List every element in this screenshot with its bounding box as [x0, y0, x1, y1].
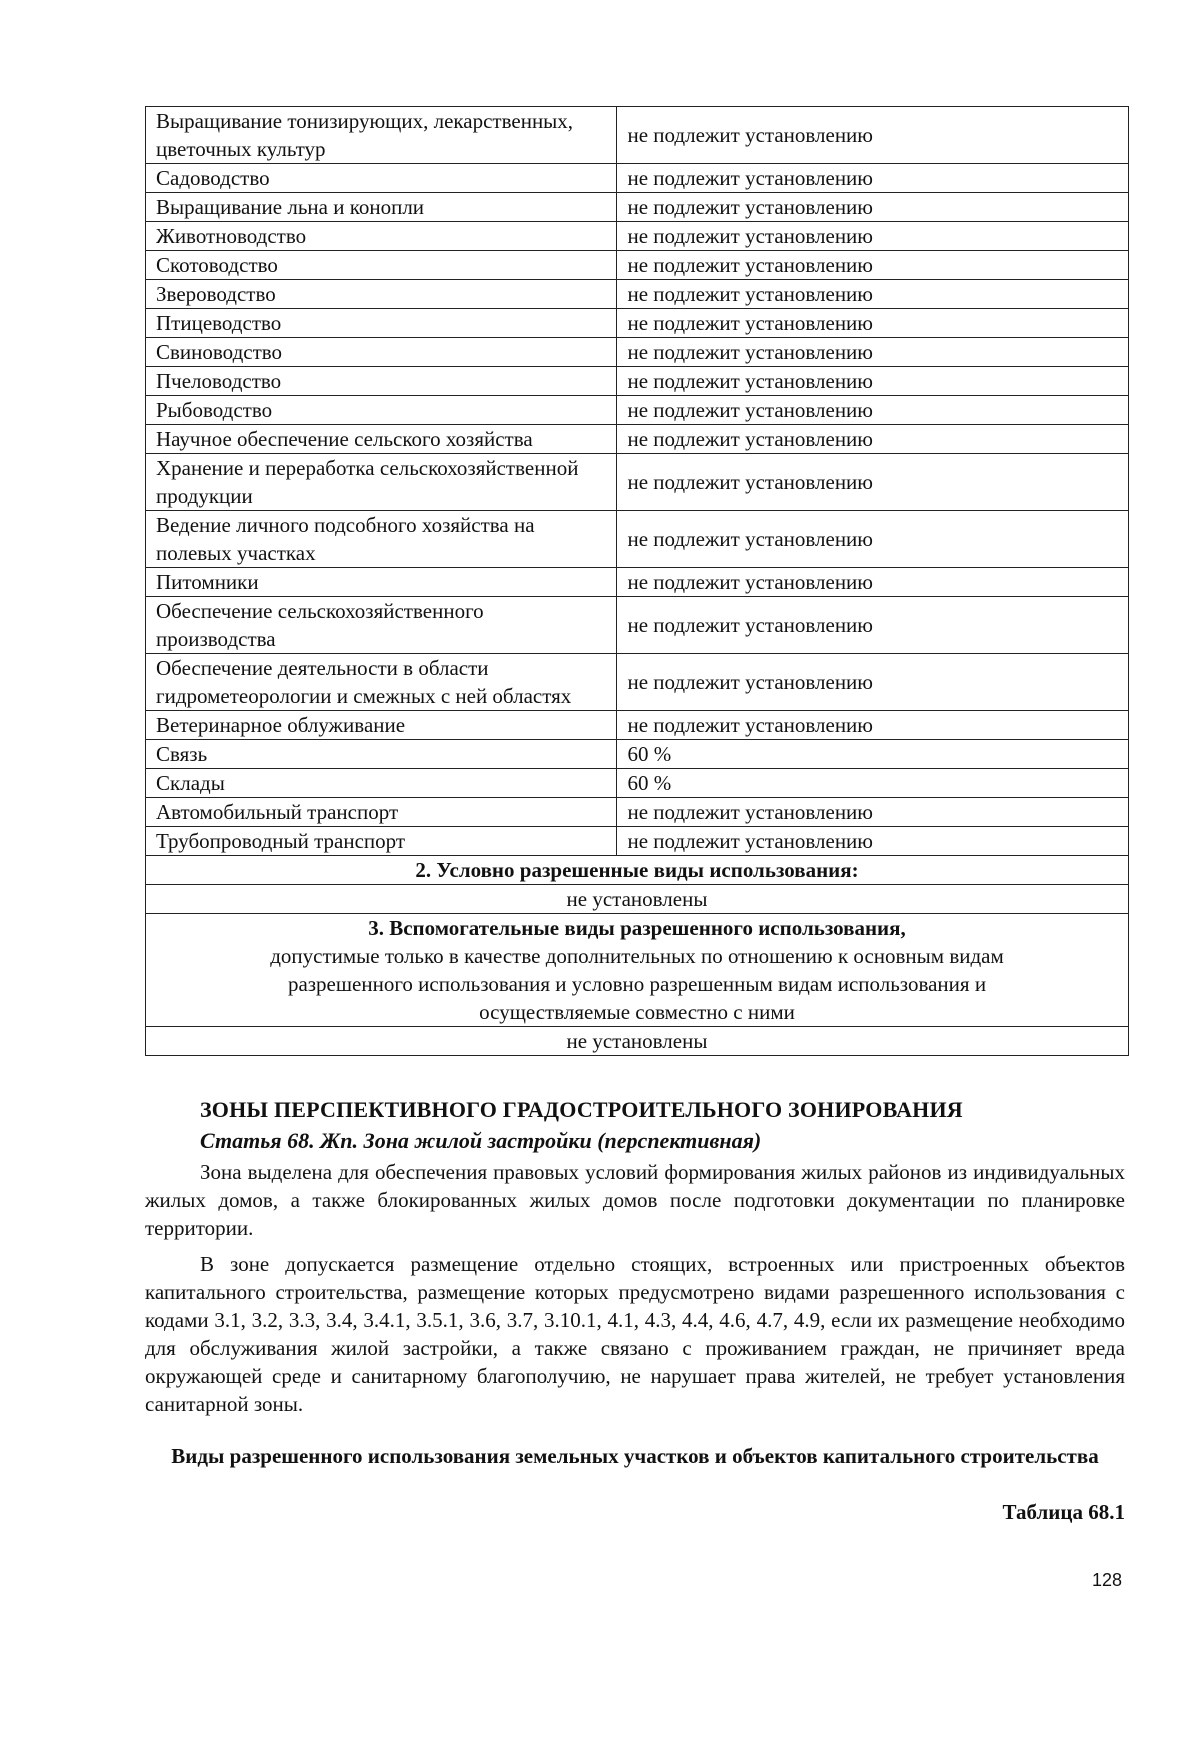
use-type-cell: Выращивание льна и конопли: [146, 193, 617, 222]
value-cell: не подлежит установлению: [617, 164, 1129, 193]
table-row: [146, 251, 1129, 280]
table-row: [146, 367, 1129, 396]
value-cell: не подлежит установлению: [617, 367, 1129, 396]
table-row: [146, 798, 1129, 827]
use-type-cell: Садоводство: [146, 164, 617, 193]
value-cell: не подлежит установлению: [617, 338, 1129, 367]
section3-title: 3. Вспомогательные виды разрешенного использования,: [368, 916, 906, 940]
table-row: [146, 568, 1129, 597]
table-row: [146, 309, 1129, 338]
use-type-cell: Связь: [146, 740, 617, 769]
value-cell: не подлежит установлению: [617, 798, 1129, 827]
value-cell: не подлежит установлению: [617, 597, 1129, 654]
value-cell: не подлежит установлению: [617, 396, 1129, 425]
value-cell: не подлежит установлению: [617, 193, 1129, 222]
section3-cell: [146, 914, 1129, 1027]
table-row-section3-value: [146, 1027, 1129, 1056]
table-row: [146, 711, 1129, 740]
table-row-section2-title: [146, 856, 1129, 885]
use-type-cell: Птицеводство: [146, 309, 617, 338]
article-title: Статья 68. Жп. Зона жилой застройки (перспективная): [200, 1128, 762, 1153]
table-row: [146, 222, 1129, 251]
value-cell: не подлежит установлению: [617, 654, 1129, 711]
value-cell: не подлежит установлению: [617, 107, 1129, 164]
use-type-cell: Ведение личного подсобного хозяйства на полевых участках: [146, 511, 617, 568]
value-cell: не подлежит установлению: [617, 511, 1129, 568]
value-cell: не подлежит установлению: [617, 711, 1129, 740]
table-row: [146, 511, 1129, 568]
table-row-section3: [146, 914, 1129, 1027]
table-row: [146, 597, 1129, 654]
table-body: [146, 107, 1129, 856]
use-type-cell: Хранение и переработка сельскохозяйственной продукции: [146, 454, 617, 511]
section3-value: не установлены: [146, 1027, 1129, 1056]
table-row: [146, 425, 1129, 454]
value-cell: не подлежит установлению: [617, 280, 1129, 309]
value-cell: не подлежит установлению: [617, 251, 1129, 280]
use-type-cell: Свиноводство: [146, 338, 617, 367]
value-cell: 60 %: [617, 769, 1129, 798]
paragraph-1: Зона выделена для обеспечения правовых условий формирования жилых районов из индивидуальных жилых домов, а также блокированных жилых домов после подготовки документации по планировке территории.: [145, 1160, 1125, 1240]
section3-description: допустимые только в качестве дополнительных по отношению к основным видам разрешенного использования и условно разрешенным видам использования и осуществляемые совместно с ними: [270, 944, 1004, 1024]
section2-value: не установлены: [146, 885, 1129, 914]
value-cell: не подлежит установлению: [617, 222, 1129, 251]
permitted-use-table: [145, 106, 1129, 1056]
use-type-cell: Пчеловодство: [146, 367, 617, 396]
table-row: [146, 740, 1129, 769]
table-row: [146, 164, 1129, 193]
table-row: [146, 454, 1129, 511]
page-number: 128: [1091, 1570, 1122, 1590]
use-type-cell: Звероводство: [146, 280, 617, 309]
value-cell: 60 %: [617, 740, 1129, 769]
use-type-cell: Автомобильный транспорт: [146, 798, 617, 827]
table-number: Таблица 68.1: [1002, 1500, 1125, 1524]
paragraph-2: В зоне допускается размещение отдельно стоящих, встроенных или пристроенных объектов капитального строительства, размещение которых предусмотрено видами разрешенного использования с кодами 3.1, 3.2, 3.3, 3.4, 3.4.1, 3.5.1, 3.6, 3.7, 3.10.1, 4.1, 4.3, 4.4, 4.6, 4.7, 4.9, если их размещение необходимо для обслуживания жилой застройки, а также связано с проживанием граждан, не причиняет вреда окружающей среде и санитарному благополучию, не нарушает права жителей, не требует установления санитарной зоны.: [145, 1252, 1125, 1416]
value-cell: не подлежит установлению: [617, 827, 1129, 856]
use-type-cell: Скотоводство: [146, 251, 617, 280]
use-type-cell: Рыбоводство: [146, 396, 617, 425]
use-type-cell: Склады: [146, 769, 617, 798]
table-row: [146, 338, 1129, 367]
table-heading: Виды разрешенного использования земельных участков и объектов капитального строительства: [171, 1444, 1099, 1468]
use-type-cell: Научное обеспечение сельского хозяйства: [146, 425, 617, 454]
value-cell: не подлежит установлению: [617, 568, 1129, 597]
use-type-cell: Животноводство: [146, 222, 617, 251]
table-row: [146, 827, 1129, 856]
table-row: [146, 193, 1129, 222]
value-cell: не подлежит установлению: [617, 309, 1129, 338]
value-cell: не подлежит установлению: [617, 425, 1129, 454]
section2-title: 2. Условно разрешенные виды использования:: [146, 856, 1129, 885]
table-row: [146, 107, 1129, 164]
use-type-cell: Обеспечение деятельности в области гидрометеорологии и смежных с ней областях: [146, 654, 617, 711]
table-row: [146, 654, 1129, 711]
use-type-cell: Ветеринарное облуживание: [146, 711, 617, 740]
value-cell: не подлежит установлению: [617, 454, 1129, 511]
table-row-section2-value: [146, 885, 1129, 914]
use-type-cell: Питомники: [146, 568, 617, 597]
use-type-cell: Обеспечение сельскохозяйственного производства: [146, 597, 617, 654]
table-row: [146, 280, 1129, 309]
section-title: ЗОНЫ ПЕРСПЕКТИВНОГО ГРАДОСТРОИТЕЛЬНОГО ЗОНИРОВАНИЯ: [200, 1097, 963, 1122]
table-row: [146, 769, 1129, 798]
use-type-cell: Выращивание тонизирующих, лекарственных, цветочных культур: [146, 107, 617, 164]
table-row: [146, 396, 1129, 425]
use-type-cell: Трубопроводный транспорт: [146, 827, 617, 856]
